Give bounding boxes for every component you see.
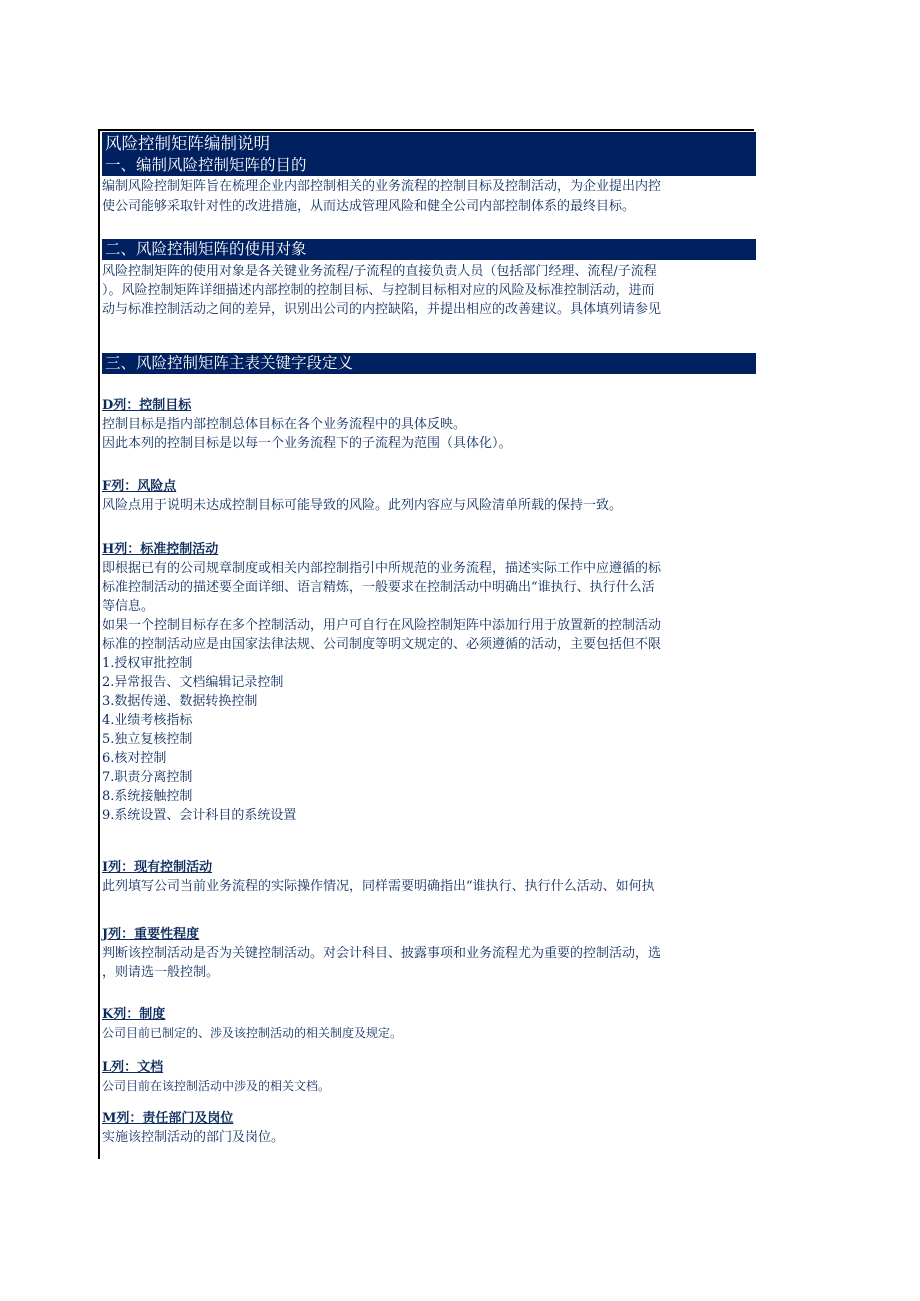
sheet-title: 风险控制矩阵编制说明 <box>102 132 756 155</box>
col-f-line: 风险点用于说明未达成控制目标可能导致的风险。此列内容应与风险清单所载的保持一致。 <box>102 498 623 513</box>
section1-heading: 一、编制风险控制矩阵的目的 <box>102 155 756 176</box>
control-type-item: 6.核对控制 <box>102 751 167 766</box>
col-h-line: 标准控制活动的描述要全面详细、语言精炼，一般要求在控制活动中明确出“谁执行、执行什么活 <box>102 580 655 595</box>
col-h-line: 即根据已有的公司规章制度或相关内部控制指引中所规范的业务流程，描述实际工作中应遵循的标 <box>102 561 662 576</box>
control-type-item: 5.独立复核控制 <box>102 732 193 747</box>
col-d-line: 因此本列的控制目标是以每一个业务流程下的子流程为范围（具体化）。 <box>102 436 512 451</box>
col-j-label: J列：重要性程度 <box>102 927 200 942</box>
control-type-item: 3.数据传递、数据转换控制 <box>102 694 258 709</box>
section3-heading: 三、风险控制矩阵主表关键字段定义 <box>102 353 756 374</box>
section2-line: ）。风险控制矩阵详细描述内部控制的控制目标、与控制目标相对应的风险及标准控制活动，进而 <box>102 283 655 298</box>
col-i-label: I列：现有控制活动 <box>102 860 213 875</box>
col-h-line: 如果一个控制目标存在多个控制活动，用户可自行在风险控制矩阵中添加行用于放置新的控制活动 <box>102 618 662 633</box>
col-i-line: 此列填写公司当前业务流程的实际操作情况，同样需要明确指出“谁执行、执行什么活动、如何执 <box>102 879 655 894</box>
control-type-item: 8.系统接触控制 <box>102 789 193 804</box>
col-m-line: 实施该控制活动的部门及岗位。 <box>102 1130 285 1145</box>
control-type-item: 2.异常报告、文档编辑记录控制 <box>102 675 284 690</box>
col-k-label: K列：制度 <box>102 1007 166 1022</box>
col-j-line: ，则请选一般控制。 <box>102 965 220 980</box>
col-d-label: D列：控制目标 <box>102 398 192 413</box>
section2-line: 动与标准控制活动之间的差异，识别出公司的内控缺陷，并提出相应的改善建议。具体填列请参见 <box>102 302 662 317</box>
col-h-line: 等信息。 <box>102 599 155 614</box>
col-k-line: 公司目前已制定的、涉及该控制活动的相关制度及规定。 <box>102 1026 403 1040</box>
section2-line: 风险控制矩阵的使用对象是各关键业务流程/子流程的直接负责人员（包括部门经理、流程/子流程 <box>102 264 657 279</box>
section1-line: 使公司能够采取针对性的改进措施，从而达成管理风险和健全公司内部控制体系的最终目标。 <box>102 199 636 214</box>
control-type-item: 7.职责分离控制 <box>102 770 193 785</box>
col-h-line: 标准的控制活动应是由国家法律法规、公司制度等明文规定的、必须遵循的活动，主要包括但不限 <box>102 637 662 652</box>
col-h-label: H列：标准控制活动 <box>102 542 219 557</box>
col-l-label: L列：文档 <box>102 1060 164 1075</box>
control-type-item: 1.授权审批控制 <box>102 656 193 671</box>
instruction-sheet <box>98 129 756 1159</box>
col-f-label: F列：风险点 <box>102 479 177 494</box>
section2-heading: 二、风险控制矩阵的使用对象 <box>102 239 756 260</box>
col-m-label: M列：责任部门及岗位 <box>102 1111 234 1126</box>
col-j-line: 判断该控制活动是否为关键控制活动。对会计科目、披露事项和业务流程尤为重要的控制活动，选 <box>102 946 662 961</box>
col-l-line: 公司目前在该控制活动中涉及的相关文档。 <box>102 1079 331 1093</box>
section1-line: 编制风险控制矩阵旨在梳理企业内部控制相关的业务流程的控制目标及控制活动，为企业提出内控 <box>102 179 662 194</box>
col-d-line: 控制目标是指内部控制总体目标在各个业务流程中的具体反映。 <box>102 417 467 432</box>
control-type-item: 4.业绩考核指标 <box>102 713 193 728</box>
control-type-item: 9.系统设置、会计科目的系统设置 <box>102 808 297 823</box>
